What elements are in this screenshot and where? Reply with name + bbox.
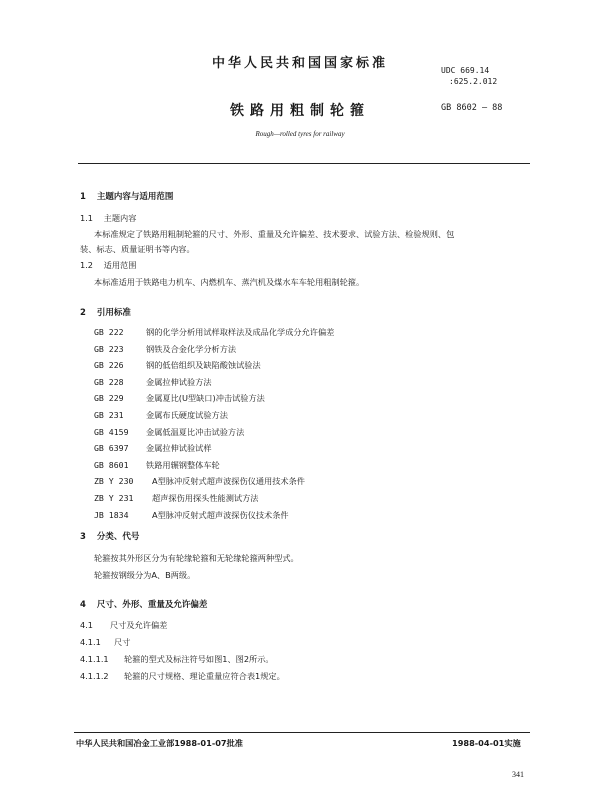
reference-code: GB 8601: [94, 459, 129, 470]
standard-header-title: 中华人民共和国国家标准: [211, 56, 388, 71]
section-title: 主题内容与适用范围: [96, 192, 174, 202]
subsection-number: 4.1.1.1: [80, 654, 109, 664]
section-3-paragraph-line-2: 轮箍按钢级分为A、B两级。: [94, 570, 196, 580]
reference-item: [94, 424, 334, 441]
reference-item: [94, 457, 334, 474]
reference-code: ZB Y 231: [94, 492, 134, 503]
subsection-text: 轮箍的型式及标注符号如图1、图2所示。: [124, 654, 274, 664]
gb-standard-code: GB 8602 — 88: [441, 103, 503, 113]
udc-line-1: UDC 669.14: [441, 66, 490, 75]
footer-divider: [74, 732, 530, 733]
reference-code: GB 222: [94, 327, 124, 337]
subsection-number: 4.1.1.2: [80, 671, 109, 681]
subsection-number: 4.1: [80, 620, 94, 630]
reference-code: JB 1834: [94, 509, 129, 520]
section-number: 3: [80, 532, 86, 542]
reference-item: [94, 324, 334, 341]
reference-title: A型脉冲反射式超声波探伤仪通用技术条件: [152, 476, 305, 487]
reference-code: ZB Y 230: [94, 476, 134, 487]
section-title: 适用范围: [103, 260, 137, 270]
reference-code: GB 223: [94, 343, 124, 354]
reference-code: GB 4159: [94, 426, 129, 437]
english-subtitle: Rough—rolled tyres for railway: [255, 130, 345, 138]
reference-item: [94, 407, 334, 424]
reference-list: [94, 324, 334, 523]
header-divider: [78, 163, 530, 164]
reference-item: [94, 473, 334, 490]
reference-title: 金属拉伸试验方法: [146, 376, 212, 387]
reference-title: 金属拉伸试验试样: [146, 443, 212, 454]
section-number: 1.2: [80, 260, 94, 270]
reference-title: 金属夏比(U型缺口)冲击试验方法: [146, 393, 265, 404]
reference-title: 超声探伤用探头性能测试方法: [152, 492, 259, 503]
section-1-heading: [80, 190, 173, 202]
reference-code: GB 6397: [94, 443, 129, 454]
reference-item: [94, 357, 334, 374]
subsection-4-1-1: [80, 637, 130, 648]
reference-item: [94, 390, 334, 407]
section-1-1-heading: [80, 213, 136, 224]
section-number: 1: [80, 192, 86, 202]
reference-title: 钢的化学分析用试样取样法及成品化学成分允许偏差: [146, 327, 335, 337]
subsection-number: 4.1.1: [80, 637, 101, 647]
reference-title: 金属布氏硬度试验方法: [146, 409, 228, 420]
approval-statement: 中华人民共和国冶金工业部1988-01-07批准: [76, 738, 243, 748]
subsection-text: 尺寸及允许偏差: [110, 620, 168, 630]
reference-code: GB 229: [94, 393, 124, 404]
section-1-2-heading: [80, 260, 136, 271]
subsection-4-1-1-2: [80, 671, 285, 682]
reference-item: [94, 440, 334, 457]
implementation-date: 1988-04-01实施: [452, 738, 521, 748]
reference-item: [94, 490, 334, 507]
reference-code: GB 228: [94, 376, 124, 387]
reference-title: 钢铁及合金化学分析方法: [146, 343, 237, 354]
section-number: 2: [80, 308, 86, 318]
reference-code: GB 226: [94, 360, 124, 371]
section-3-heading: [80, 530, 139, 542]
udc-classification: [441, 65, 497, 87]
subsection-4-1-1-1: [80, 654, 274, 665]
section-title: 引用标准: [96, 308, 131, 318]
reference-title: 铁路用辗钢整体车轮: [146, 459, 220, 470]
section-2-heading: [80, 306, 131, 318]
subsection-text: 轮箍的尺寸规格、理论重量应符合表1规定。: [124, 671, 285, 681]
reference-title: A型脉冲反射式超声波探伤仪技术条件: [152, 509, 289, 520]
reference-code: GB 231: [94, 409, 124, 420]
section-title: 分类、代号: [96, 532, 140, 542]
section-1-1-paragraph-line-2: 装、标志、质量证明书等内容。: [80, 244, 195, 254]
section-1-1-paragraph-line-1: 本标准规定了铁路用粗制轮箍的尺寸、外形、重量及允许偏差、技术要求、试验方法、检验规则、包: [94, 229, 455, 239]
section-title: 主题内容: [103, 213, 137, 223]
section-number: 4: [80, 600, 86, 610]
reference-item: [94, 341, 334, 358]
section-3-paragraph-line-1: 轮箍按其外形区分为有轮缘轮箍和无轮缘轮箍两种型式。: [94, 553, 299, 563]
document-title: 铁路用粗制轮箍: [230, 103, 370, 119]
section-title: 尺寸、外形、重量及允许偏差: [96, 600, 208, 610]
subsection-text: 尺寸: [114, 637, 131, 647]
section-4-heading: [80, 598, 207, 610]
page-number: 341: [512, 770, 524, 779]
reference-item: [94, 507, 334, 524]
reference-title: 钢的低倍组织及缺陷酸蚀试验法: [146, 360, 261, 371]
subsection-4-1: [80, 620, 167, 631]
section-number: 1.1: [80, 213, 94, 223]
udc-line-2: :625.2.012: [449, 77, 498, 86]
reference-title: 金属低温夏比冲击试验方法: [146, 426, 245, 437]
section-1-2-paragraph: 本标准适用于铁路电力机车、内燃机车、蒸汽机及煤水车车轮用粗制轮箍。: [94, 277, 365, 287]
reference-item: [94, 374, 334, 391]
